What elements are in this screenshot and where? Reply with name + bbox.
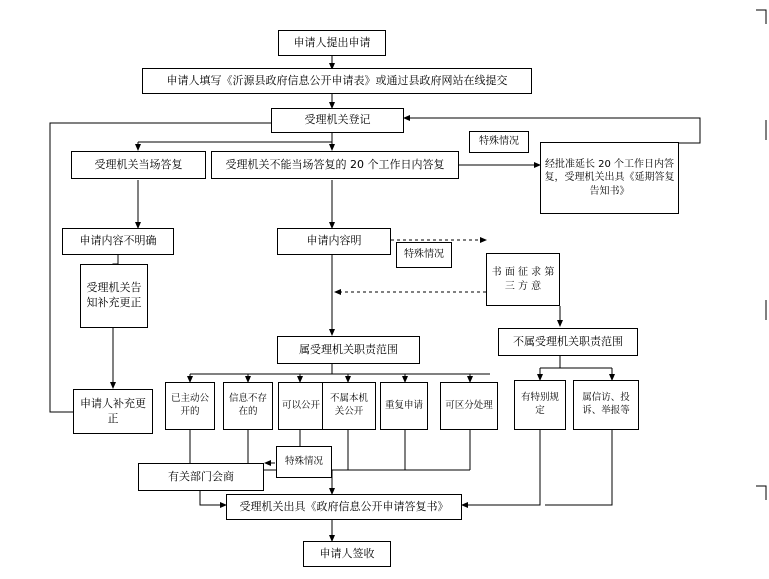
node-separable-handling[interactable] [440,382,498,430]
node-special-case-3[interactable] [276,446,332,478]
node-20day-reply[interactable] [211,151,459,179]
node-applicant-supplement[interactable] [73,389,153,434]
node-already-public[interactable] [165,382,215,430]
node-label: 书 面 征 求 第 三 方 意 [491,267,555,292]
node-not-this-agency[interactable] [322,382,376,430]
node-special-case-1[interactable] [469,131,529,153]
node-petition-complaint[interactable] [573,380,639,430]
node-label: 申请人签收 [319,546,375,560]
node-duplicate-request[interactable] [380,382,428,430]
node-label: 不属本机关公开 [329,393,368,417]
node-applicant-submit[interactable] [278,30,386,56]
node-label: 申请内容明 [306,234,362,248]
node-label: 属受理机关职责范围 [299,342,398,356]
node-label: 受理机关告知补充更正 [86,281,142,309]
node-label: 重复申请 [384,399,423,411]
node-notify-supplement[interactable] [80,264,148,328]
node-label: 申请人提出申请 [293,35,371,49]
node-label: 已主动公开的 [170,393,209,417]
node-label: 有特别规定 [520,392,559,416]
node-label: 经批准延长 20 个工作日内答复，受理机关出具《延期答复告知书》 [544,158,675,197]
node-label: 受理机关登记 [304,113,371,127]
node-label: 可以公开 [282,399,321,411]
node-department-consultation[interactable] [138,463,264,491]
node-label: 属信访、投诉、举报等 [582,392,630,416]
node-applicant-receipt[interactable] [303,541,391,567]
node-info-not-exist[interactable] [223,382,273,430]
node-fill-form[interactable] [142,68,532,94]
node-third-party-opinion[interactable] [486,253,560,306]
node-content-clear[interactable] [277,228,391,255]
node-within-scope[interactable] [277,336,420,364]
node-label: 受理机关出具《政府信息公开申请答复书》 [239,499,449,513]
node-label: 可区分处理 [445,399,493,411]
node-label: 受理机关不能当场答复的 20 个工作日内答复 [225,157,445,171]
node-can-disclose[interactable] [278,382,324,430]
node-label: 受理机关当场答复 [94,157,183,171]
node-outside-scope[interactable] [498,328,638,356]
node-label: 申请人填写《沂源县政府信息公开申请表》或通过县政府网站在线提交 [166,73,508,87]
node-label: 信息不存在的 [228,393,267,417]
node-content-unclear[interactable] [62,228,174,255]
node-special-rules[interactable] [514,380,566,430]
node-label: 特殊情况 [404,249,444,261]
node-label: 特殊情况 [284,455,323,467]
node-reply-document[interactable] [226,494,462,520]
node-label: 特殊情况 [479,136,519,148]
node-onsite-reply[interactable] [71,151,206,179]
node-registration[interactable] [271,108,404,133]
node-extension-notice[interactable] [540,142,679,214]
node-label: 不属受理机关职责范围 [513,334,623,348]
node-label: 申请人补充更正 [80,396,146,425]
node-label: 申请内容不明确 [79,234,157,248]
node-special-case-2[interactable] [396,242,452,268]
node-label: 有关部门会商 [168,469,234,483]
